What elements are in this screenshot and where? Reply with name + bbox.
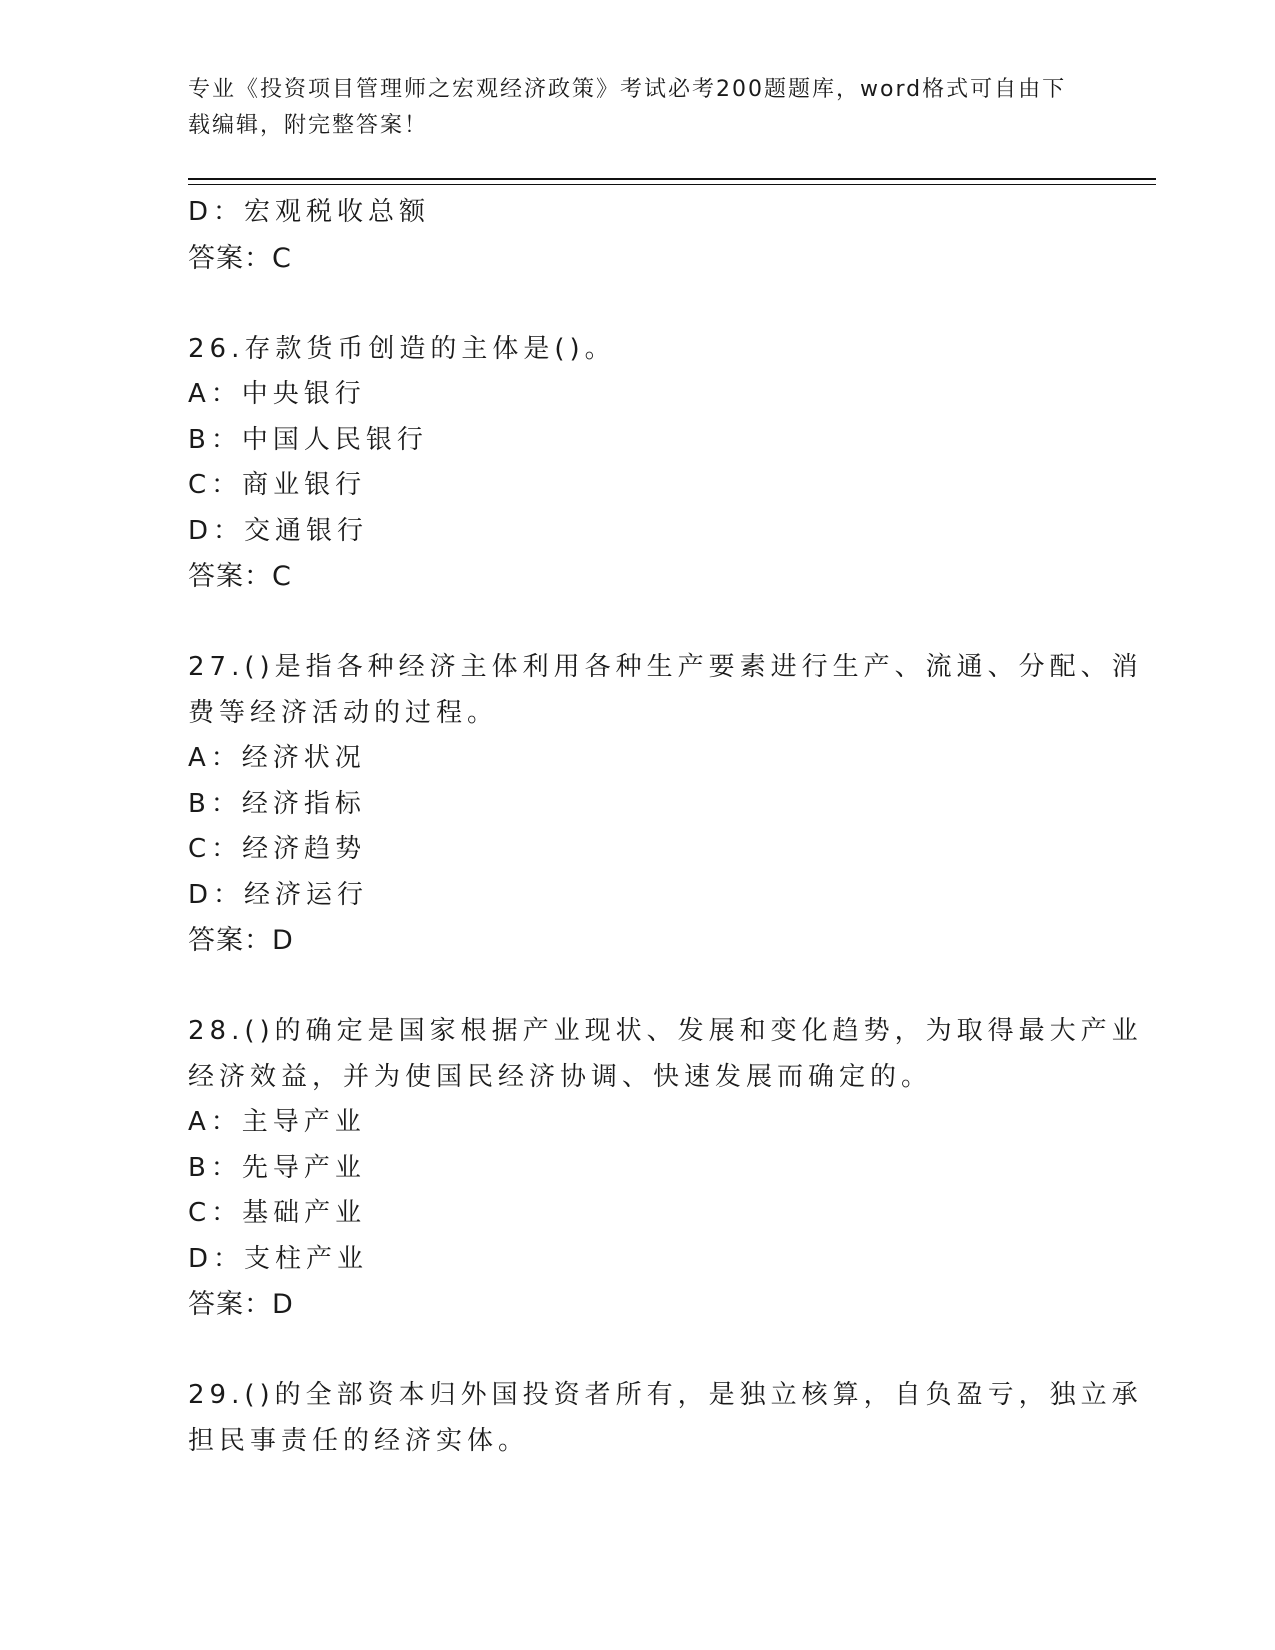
option-b: B：经济指标 xyxy=(188,788,366,819)
spacer xyxy=(188,281,1088,327)
option-a: A：中央银行 xyxy=(188,379,366,409)
question-stem: 26.存款货币创造的主体是()。 xyxy=(188,333,616,364)
prev-answer: 答案：C xyxy=(188,242,292,274)
question-stem-line-2: 担民事责任的经济实体。 xyxy=(188,1425,530,1456)
option-c: C：商业银行 xyxy=(188,470,367,500)
question-stem-line-1: 29.()的全部资本归外国投资者所有，是独立核算，自负盈亏，独立承 xyxy=(188,1380,1143,1410)
prev-option-d: D：宏观税收总额 xyxy=(188,197,431,227)
option-d: D：经济运行 xyxy=(188,879,369,910)
page-header xyxy=(188,72,1068,144)
question-26 xyxy=(188,327,1088,600)
question-28 xyxy=(188,1009,1143,1328)
question-stem-line-2: 费等经济活动的过程。 xyxy=(188,697,499,728)
question-29 xyxy=(188,1373,1143,1464)
option-d: D：支柱产业 xyxy=(188,1243,369,1274)
spacer xyxy=(188,964,1088,1010)
option-a: A：主导产业 xyxy=(188,1107,366,1137)
answer: 答案：D xyxy=(188,1289,294,1320)
spacer xyxy=(188,1328,1088,1374)
header-text: 专业《投资项目管理师之宏观经济政策》考试必考200题题库，word格式可自由下载编辑，附完整答案！ xyxy=(188,77,1067,138)
question-stem-line-1: 27.()是指各种经济主体利用各种生产要素进行生产、流通、分配、消 xyxy=(188,652,1143,682)
option-c: C：基础产业 xyxy=(188,1198,367,1228)
option-d: D：交通银行 xyxy=(188,515,369,546)
option-c: C：经济趋势 xyxy=(188,834,367,864)
question-stem-line-2: 经济效益，并为使国民经济协调、快速发展而确定的。 xyxy=(188,1061,933,1092)
question-27 xyxy=(188,645,1143,964)
option-a: A：经济状况 xyxy=(188,743,366,773)
option-b: B：中国人民银行 xyxy=(188,424,428,455)
header-divider xyxy=(188,178,1156,185)
spacer xyxy=(188,600,1088,646)
question-stem-line-1: 28.()的确定是国家根据产业现状、发展和变化趋势，为取得最大产业 xyxy=(188,1016,1143,1046)
question-content xyxy=(188,190,1143,1464)
answer: 答案：C xyxy=(188,561,292,592)
answer: 答案：D xyxy=(188,925,294,956)
option-b: B：先导产业 xyxy=(188,1152,366,1183)
